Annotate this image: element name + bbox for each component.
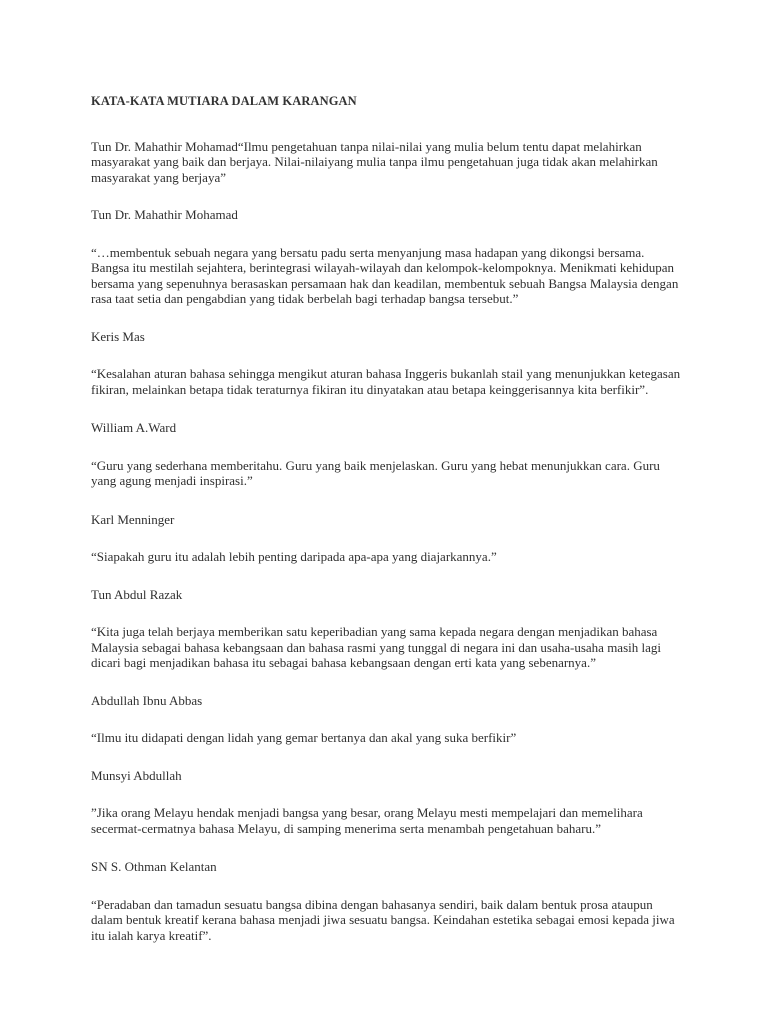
quote-text: ”Jika orang Melayu hendak menjadi bangsa yang besar, orang Melayu mesti mempelajari dan memelihara secermat-cermatnya bahasa Melayu, di samping menerima serta menambah pengetahuan baharu.” (91, 805, 643, 836)
quote-text: “Guru yang sederhana memberitahu. Guru yang baik menjelaskan. Guru yang hebat menunjukkan cara. Guru yang agung menjadi inspirasi.” (91, 457, 660, 488)
author-name: Keris Mas (91, 328, 145, 344)
author-name: Karl Menninger (91, 511, 175, 527)
quote-text: “…membentuk sebuah negara yang bersatu padu serta menyanjung masa hadapan yang dikongsi bersama. Bangsa itu mestilah sejahtera, berintegrasi wilayah-wilayah dan kelompok-kelompoknya. Menikmati kehidupan bersama yang sepenuhnya berasaskan persamaan hak dan keadilan, membentuk sebuah Bangsa Malaysia dengan rasa taat setia dan pengabdian yang tidak berbelah bagi terhadap bangsa tersebut.” (91, 244, 679, 306)
author-name: Tun Dr. Mahathir Mohamad (91, 207, 238, 222)
author-name: Tun Abdul Razak (91, 586, 183, 602)
quote-text: “Ilmu itu didapati dengan lidah yang gemar bertanya dan akal yang suka berfikir” (91, 730, 517, 745)
author-name: SN S. Othman Kelantan (91, 859, 217, 874)
intro-quote: Tun Dr. Mahathir Mohamad“Ilmu pengetahuan tanpa nilai-nilai yang mulia belum tentu dapat melahirkan masyarakat yang baik dan berjaya. Nilai-nilaiyang mulia tanpa ilmu pengetahuan juga tidak akan melahirkan masyarakat yang berjaya” (91, 138, 658, 185)
author-name: William A.Ward (91, 420, 177, 435)
quote-text: “Kesalahan aturan bahasa sehingga mengikut aturan bahasa Inggeris bukanlah stail yang menunjukkan ketegasan fikiran, melainkan betapa tidak teraturnya fikiran itu dinyatakan atau betapa keinggerisannya kita berfikir”. (91, 366, 681, 397)
author-name: Munsyi Abdullah (91, 767, 182, 783)
author-name: Abdullah Ibnu Abbas (91, 692, 203, 708)
document-title: KATA-KATA MUTIARA DALAM KARANGAN (91, 94, 357, 108)
quote-text: “Siapakah guru itu adalah lebih penting daripada apa-apa yang diajarkannya.” (91, 549, 497, 564)
quote-text: “Peradaban dan tamadun sesuatu bangsa dibina dengan bahasanya sendiri, baik dalam bentuk prosa ataupun dalam bentuk kreatif kerana bahasa menjadi jiwa sesuatu bangsa. Keindahan estetika sebagai emosi kepada jiwa itu ialah karya kreatif”. (91, 896, 675, 943)
document-page (91, 94, 681, 943)
quote-text: “Kita juga telah berjaya memberikan satu keperibadian yang sama kepada negara dengan menjadikan bahasa Malaysia sebagai bahasa kebangsaan dan bahasa rasmi yang tunggal di negara ini dan usaha-usaha masih lagi dicari bagi menjadikan bahasa itu sebagai bahasa kebangsaan dengan erti kata yang sebenarnya.” (91, 624, 661, 670)
